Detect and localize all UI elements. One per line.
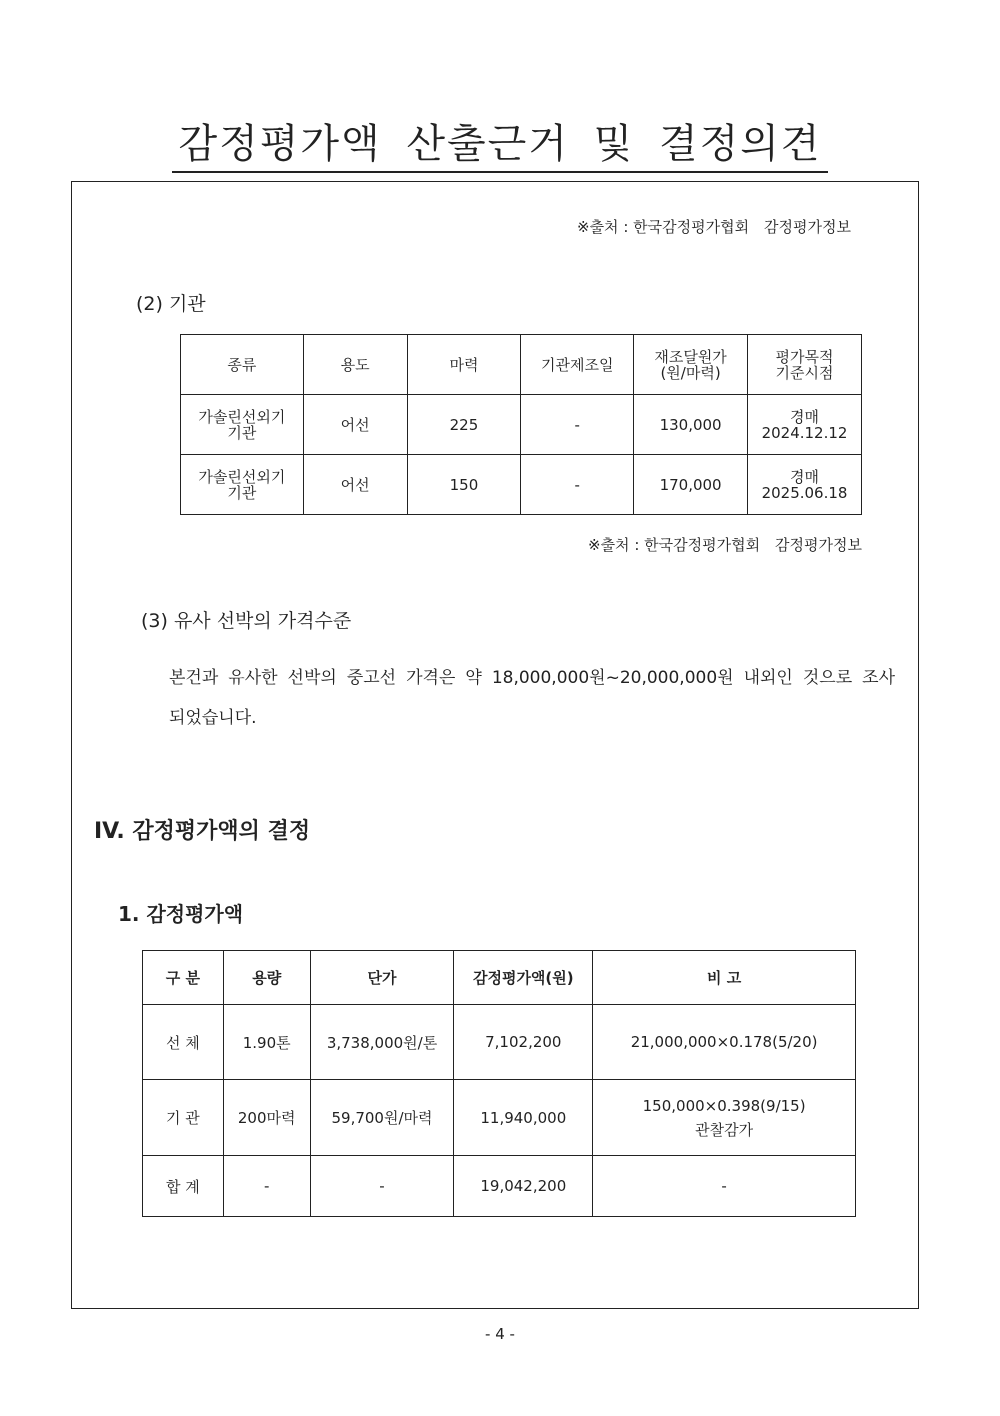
table-cell: 어선 bbox=[303, 395, 407, 455]
price-paragraph: 본건과 유사한 선박의 중고선 가격은 약 18,000,000원~20,000,000원 내외인 것으로 조사되었습니다. bbox=[169, 668, 895, 728]
engine-header-cell: 기관제조일 bbox=[521, 335, 634, 395]
table-cell: 선 체 bbox=[143, 1005, 224, 1080]
table-cell: 150,000×0.398(9/15) 관찰감가 bbox=[593, 1080, 856, 1156]
table-cell: 19,042,200 bbox=[454, 1156, 593, 1217]
table-cell: 200마력 bbox=[223, 1080, 310, 1156]
table-cell: 130,000 bbox=[634, 395, 748, 455]
section-heading: IV. 감정평가액의 결정 bbox=[94, 819, 311, 844]
page-number: - 4 - bbox=[485, 1325, 515, 1343]
appraisal-table bbox=[142, 950, 856, 1217]
table-cell: 3,738,000원/톤 bbox=[310, 1005, 454, 1080]
table-cell: 경매 2025.06.18 bbox=[748, 455, 862, 515]
appraisal-header-cell: 비 고 bbox=[593, 951, 856, 1005]
engine-section-title: (2) 기관 bbox=[136, 293, 206, 315]
engine-header-cell: 평가목적 기준시점 bbox=[748, 335, 862, 395]
table-cell: 7,102,200 bbox=[454, 1005, 593, 1080]
table-cell: 1.90톤 bbox=[223, 1005, 310, 1080]
table-cell: 59,700원/마력 bbox=[310, 1080, 454, 1156]
engine-header-cell: 용도 bbox=[303, 335, 407, 395]
engine-header-cell: 마력 bbox=[407, 335, 521, 395]
table-cell: 11,940,000 bbox=[454, 1080, 593, 1156]
table-cell: 21,000,000×0.178(5/20) bbox=[593, 1005, 856, 1080]
subsection-heading: 1. 감정평가액 bbox=[118, 902, 244, 926]
table-row bbox=[143, 1005, 856, 1080]
table-row bbox=[143, 1080, 856, 1156]
appraisal-header-cell: 감정평가액(원) bbox=[454, 951, 593, 1005]
table-cell: 170,000 bbox=[634, 455, 748, 515]
table-cell: 가솔린선외기 기관 bbox=[181, 455, 304, 515]
engine-table-header-row bbox=[181, 335, 862, 395]
table-cell: - bbox=[223, 1156, 310, 1217]
table-cell: 150 bbox=[407, 455, 521, 515]
table-row bbox=[181, 395, 862, 455]
table-cell: 가솔린선외기 기관 bbox=[181, 395, 304, 455]
table-row bbox=[181, 455, 862, 515]
table-cell: - bbox=[521, 455, 634, 515]
table-cell: - bbox=[310, 1156, 454, 1217]
table-cell: 기 관 bbox=[143, 1080, 224, 1156]
source-note-top: ※출처 : 한국감정평가협회 감정평가정보 bbox=[577, 218, 851, 236]
page-title: 감정평가액 산출근거 및 결정의견 bbox=[0, 112, 1000, 169]
table-cell: 어선 bbox=[303, 455, 407, 515]
appraisal-header-cell: 구 분 bbox=[143, 951, 224, 1005]
table-row bbox=[143, 1156, 856, 1217]
table-cell: 225 bbox=[407, 395, 521, 455]
table-cell: 경매 2024.12.12 bbox=[748, 395, 862, 455]
source-note-bottom: ※출처 : 한국감정평가협회 감정평가정보 bbox=[588, 536, 862, 554]
appraisal-header-cell: 용량 bbox=[223, 951, 310, 1005]
table-cell: - bbox=[521, 395, 634, 455]
engine-table bbox=[180, 334, 862, 515]
price-section-title: (3) 유사 선박의 가격수준 bbox=[141, 610, 352, 632]
appraisal-header-cell: 단가 bbox=[310, 951, 454, 1005]
appraisal-table-header-row bbox=[143, 951, 856, 1005]
engine-header-cell: 재조달원가 (원/마력) bbox=[634, 335, 748, 395]
table-cell: - bbox=[593, 1156, 856, 1217]
table-cell: 합 계 bbox=[143, 1156, 224, 1217]
engine-header-cell: 종류 bbox=[181, 335, 304, 395]
